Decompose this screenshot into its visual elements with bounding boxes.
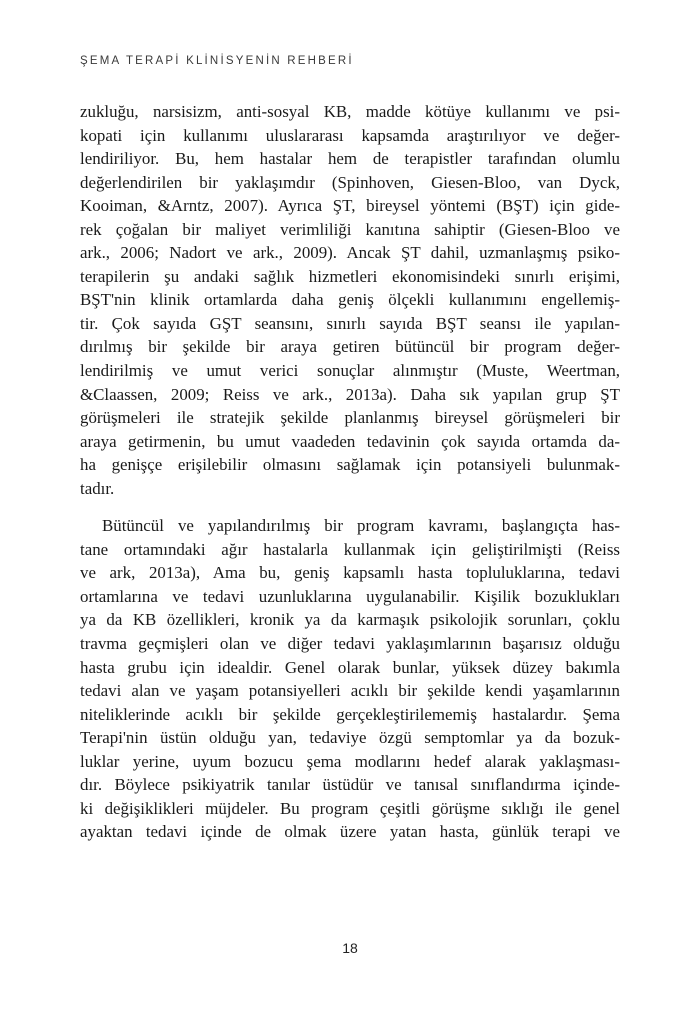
text-line: tadır. <box>80 478 115 498</box>
text-line: hasta grubu için idealdir. Genel olarak bunlar, yüksek düzey bakımla <box>80 657 620 677</box>
text-line: ya da KB özellikleri, kronik ya da karmaşık psikolojik sorunları, çoklu <box>80 610 620 630</box>
paragraph-spacer <box>80 500 620 514</box>
text-line: Bütüncül ve yapılandırılmış bir program kavramı, başlangıçta has- <box>102 516 620 536</box>
text-line: ayaktan tedavi içinde de olmak üzere yatan hasta, günlük terapi ve <box>80 822 620 842</box>
text-line: &Claassen, 2009; Reiss ve ark., 2013a). Daha sık yapılan grup ŞT <box>80 384 620 404</box>
text-line: tir. Çok sayıda GŞT seansını, sınırlı sayıda BŞT seansı ile yapılan- <box>80 313 620 333</box>
text-line: ortamlarına ve tedavi uzunluklarına uygulanabilir. Kişilik bozuklukları <box>80 586 620 606</box>
text-line: terapilerin şu andaki sağlık hizmetleri ekonomisindeki sınırlı erişimi, <box>80 266 620 286</box>
text-line: lendirilmiş ve umut verici sonuçlar alınmıştır (Muste, Weertman, <box>80 361 620 381</box>
text-line: tedavi alan ve yaşam potansiyelleri acıklı bir şekilde kendi yaşamlarının <box>80 681 620 701</box>
text-line: değerlendirilen bir yaklaşımdır (Spinhoven, Giesen-Bloo, van Dyck, <box>80 172 620 192</box>
running-header: ŞEMA TERAPİ KLİNİSYENİN REHBERİ <box>80 55 354 67</box>
page-number: 18 <box>342 940 358 956</box>
text-line: araya getirmenin, bu umut vaadeden tedavinin çok sayıda ortamda da- <box>80 431 620 451</box>
paragraph-1 <box>80 100 620 500</box>
body-text <box>80 100 620 844</box>
text-line: ha genişçe erişilebilir olmasını sağlamak için potansiyeli bulunmak- <box>80 455 620 475</box>
text-line: Kooiman, &Arntz, 2007). Ayrıca ŞT, bireysel yöntemi (BŞT) için gide- <box>80 196 620 216</box>
text-line: rek çoğalan bir maliyet verimliliği kanıtına sahiptir (Giesen-Bloo ve <box>80 219 620 239</box>
paragraph-2 <box>80 514 620 844</box>
text-line: Terapi'nin üstün olduğu yan, tedaviye özgü semptomlar ya da bozuk- <box>80 728 620 748</box>
text-line: ki değişiklikleri müjdeler. Bu program çeşitli görüşme sıklığı ile genel <box>80 798 620 818</box>
text-line: BŞT'nin klinik ortamlarda daha geniş ölçekli kullanımını engellemiş- <box>80 290 620 310</box>
text-line: dırılmış bir şekilde bir araya getiren bütüncül bir program değer- <box>80 337 620 357</box>
text-line: zukluğu, narsisizm, anti-sosyal KB, madde kötüye kullanımı ve psi- <box>80 102 620 121</box>
text-line: kopati için kullanımı uluslararası kapsamda araştırılıyor ve değer- <box>80 125 620 145</box>
text-line: tane ortamındaki ağır hastalarla kullanmak için geliştirilmişti (Reiss <box>80 539 620 559</box>
text-line: dır. Böylece psikiyatrik tanılar üstüdür ve tanısal sınıflandırma içinde- <box>80 775 620 795</box>
text-line: travma geçmişleri olan ve diğer tedavi yaklaşımlarının başarısız olduğu <box>80 634 620 654</box>
text-line: lendiriliyor. Bu, hem hastalar hem de terapistler tarafından olumlu <box>80 149 620 169</box>
text-line: ark., 2006; Nadort ve ark., 2009). Ancak ŞT dahil, uzmanlaşmış psiko- <box>80 243 620 263</box>
text-line: luklar yerine, uyum bozucu şema modlarını hedef alarak yaklaşması- <box>80 751 620 771</box>
text-line: görüşmeleri ile stratejik şekilde planlanmış bireysel görüşmeleri bir <box>80 408 620 428</box>
text-line: ve ark, 2013a), Ama bu, geniş kapsamlı hasta topluluklarına, tedavi <box>80 563 620 583</box>
text-line: niteliklerinde acıklı bir şekilde gerçekleştirilememiş hastalardır. Şema <box>80 704 620 724</box>
